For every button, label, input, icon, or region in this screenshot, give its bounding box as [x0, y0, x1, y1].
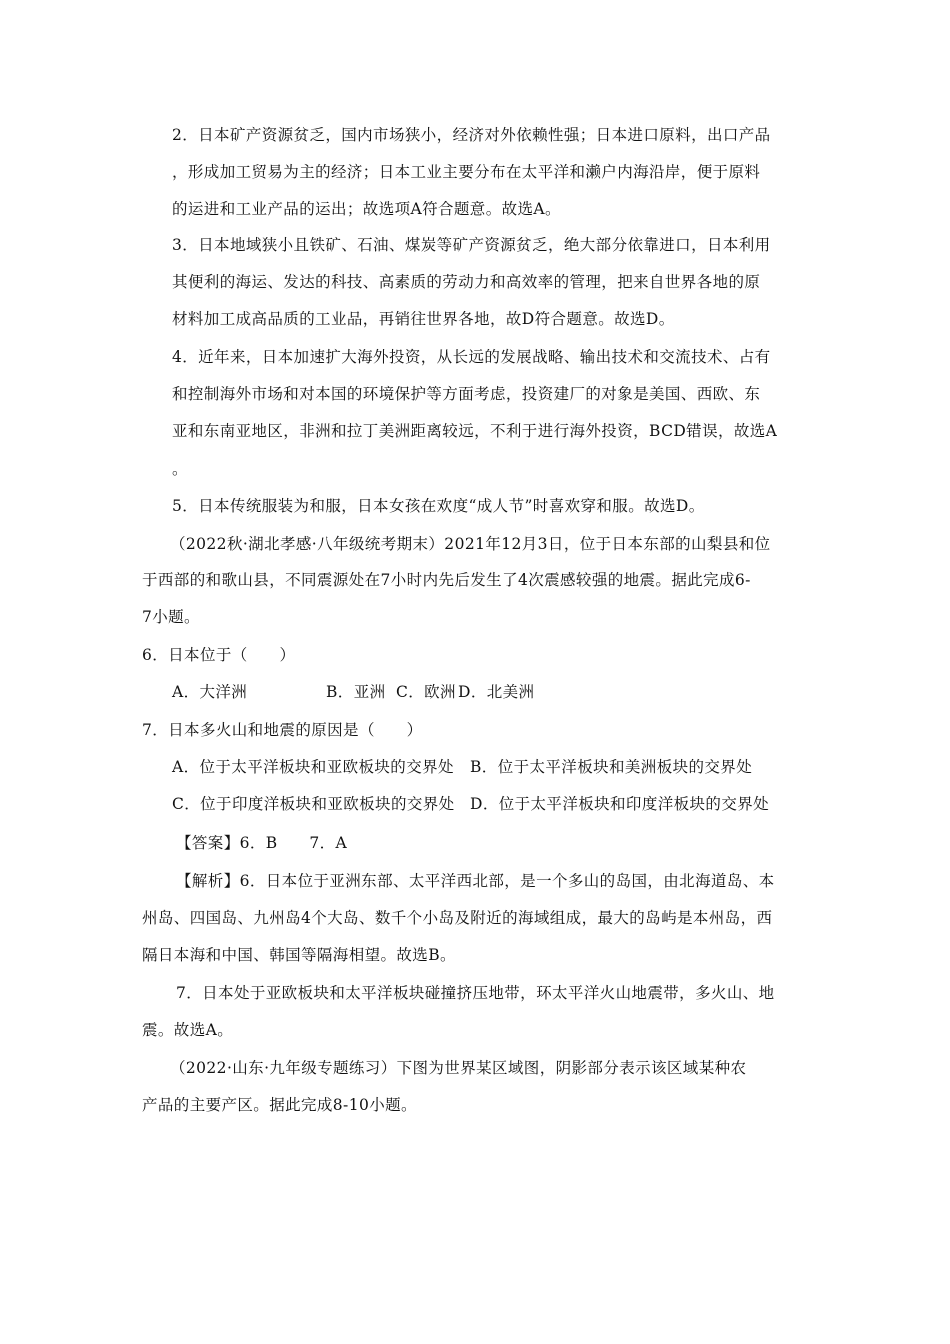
analysis-label: 【解析】	[176, 872, 240, 890]
analysis-7-line-2: 震。故选A。	[142, 1021, 234, 1039]
explanation-4-line-3: 亚和东南亚地区，非洲和拉丁美洲距离较远，不利于进行海外投资，BCD错误，故选A	[172, 422, 778, 440]
explanation-4-line-2: 和控制海外市场和对本国的环境保护等方面考虑，投资建厂的对象是美国、西欧、东	[172, 385, 761, 403]
passage-6-7-line-2: 于西部的和歌山县，不同震源处在7小时内先后发生了4次震感较强的地震。据此完成6-	[142, 571, 751, 589]
answer-6-7	[176, 832, 347, 854]
explanation-2-line-1: 2．日本矿产资源贫乏，国内市场狭小，经济对外依赖性强；日本进口原料，出口产品	[172, 126, 771, 144]
explanation-2-line-2: ，形成加工贸易为主的经济；日本工业主要分布在太平洋和濑户内海沿岸，便于原料	[172, 163, 761, 181]
question-7-option-b: B．位于太平洋板块和美洲板块的交界处	[470, 758, 753, 776]
explanation-5-line-1: 5．日本传统服装为和服，日本女孩在欢度“成人节”时喜欢穿和服。故选D。	[172, 497, 705, 515]
question-7-option-a: A．位于太平洋板块和亚欧板块的交界处	[172, 758, 454, 776]
question-6-option-a: A．大洋洲	[172, 683, 248, 701]
question-6-option-c: C．欧洲	[396, 683, 456, 701]
question-7-stem: 7．日本多火山和地震的原因是（ ）	[142, 721, 423, 739]
explanation-4-line-1: 4．近年来，日本加速扩大海外投资，从长远的发展战略、输出技术和交流技术、占有	[172, 348, 771, 366]
explanation-3-line-3: 材料加工成高品质的工业品，再销往世界各地，故D符合题意。故选D。	[172, 310, 675, 328]
question-6-stem: 6．日本位于（ ）	[142, 646, 296, 664]
analysis-6-line-2: 州岛、四国岛、九州岛4个大岛、数千个小岛及附近的海域组成，最大的岛屿是本州岛，西	[142, 909, 773, 927]
explanation-3-line-1: 3．日本地域狭小且铁矿、石油、煤炭等矿产资源贫乏，绝大部分依靠进口，日本利用	[172, 236, 771, 254]
analysis-7-line-1: 7．日本处于亚欧板块和太平洋板块碰撞挤压地带，环太平洋火山地震带，多火山、地	[176, 984, 775, 1002]
explanation-3-line-2: 其便利的海运、发达的科技、高素质的劳动力和高效率的管理，把来自世界各地的原	[172, 273, 761, 291]
answer-label: 【答案】	[176, 834, 240, 852]
passage-6-7-line-3: 7小题。	[142, 608, 200, 626]
passage-8-10-line-1: （2022·山东·九年级专题练习）下图为世界某区域图，阴影部分表示该区域某种农	[170, 1059, 747, 1077]
explanation-2-line-3: 的运进和工业产品的运出；故选项A符合题意。故选A。	[172, 200, 561, 218]
explanation-4-line-4: 。	[172, 460, 188, 478]
analysis-6-line-3: 隔日本海和中国、韩国等隔海相望。故选B。	[142, 946, 456, 964]
analysis-6-line-1	[176, 870, 775, 892]
passage-6-7-line-1: （2022秋·湖北孝感·八年级统考期末）2021年12月3日，位于日本东部的山梨县和位	[170, 535, 771, 553]
passage-8-10-line-2: 产品的主要产区。据此完成8-10小题。	[142, 1096, 417, 1114]
question-6-option-d: D．北美洲	[458, 683, 535, 701]
answer-value: 6．B 7．A	[239, 834, 348, 852]
question-6-option-b: B．亚洲	[326, 683, 386, 701]
question-7-option-c: C．位于印度洋板块和亚欧板块的交界处	[172, 795, 455, 813]
question-7-option-d: D．位于太平洋板块和印度洋板块的交界处	[470, 795, 770, 813]
analysis-6-text: 6．日本位于亚洲东部、太平洋西北部，是一个多山的岛国，由北海道岛、本	[239, 872, 775, 890]
